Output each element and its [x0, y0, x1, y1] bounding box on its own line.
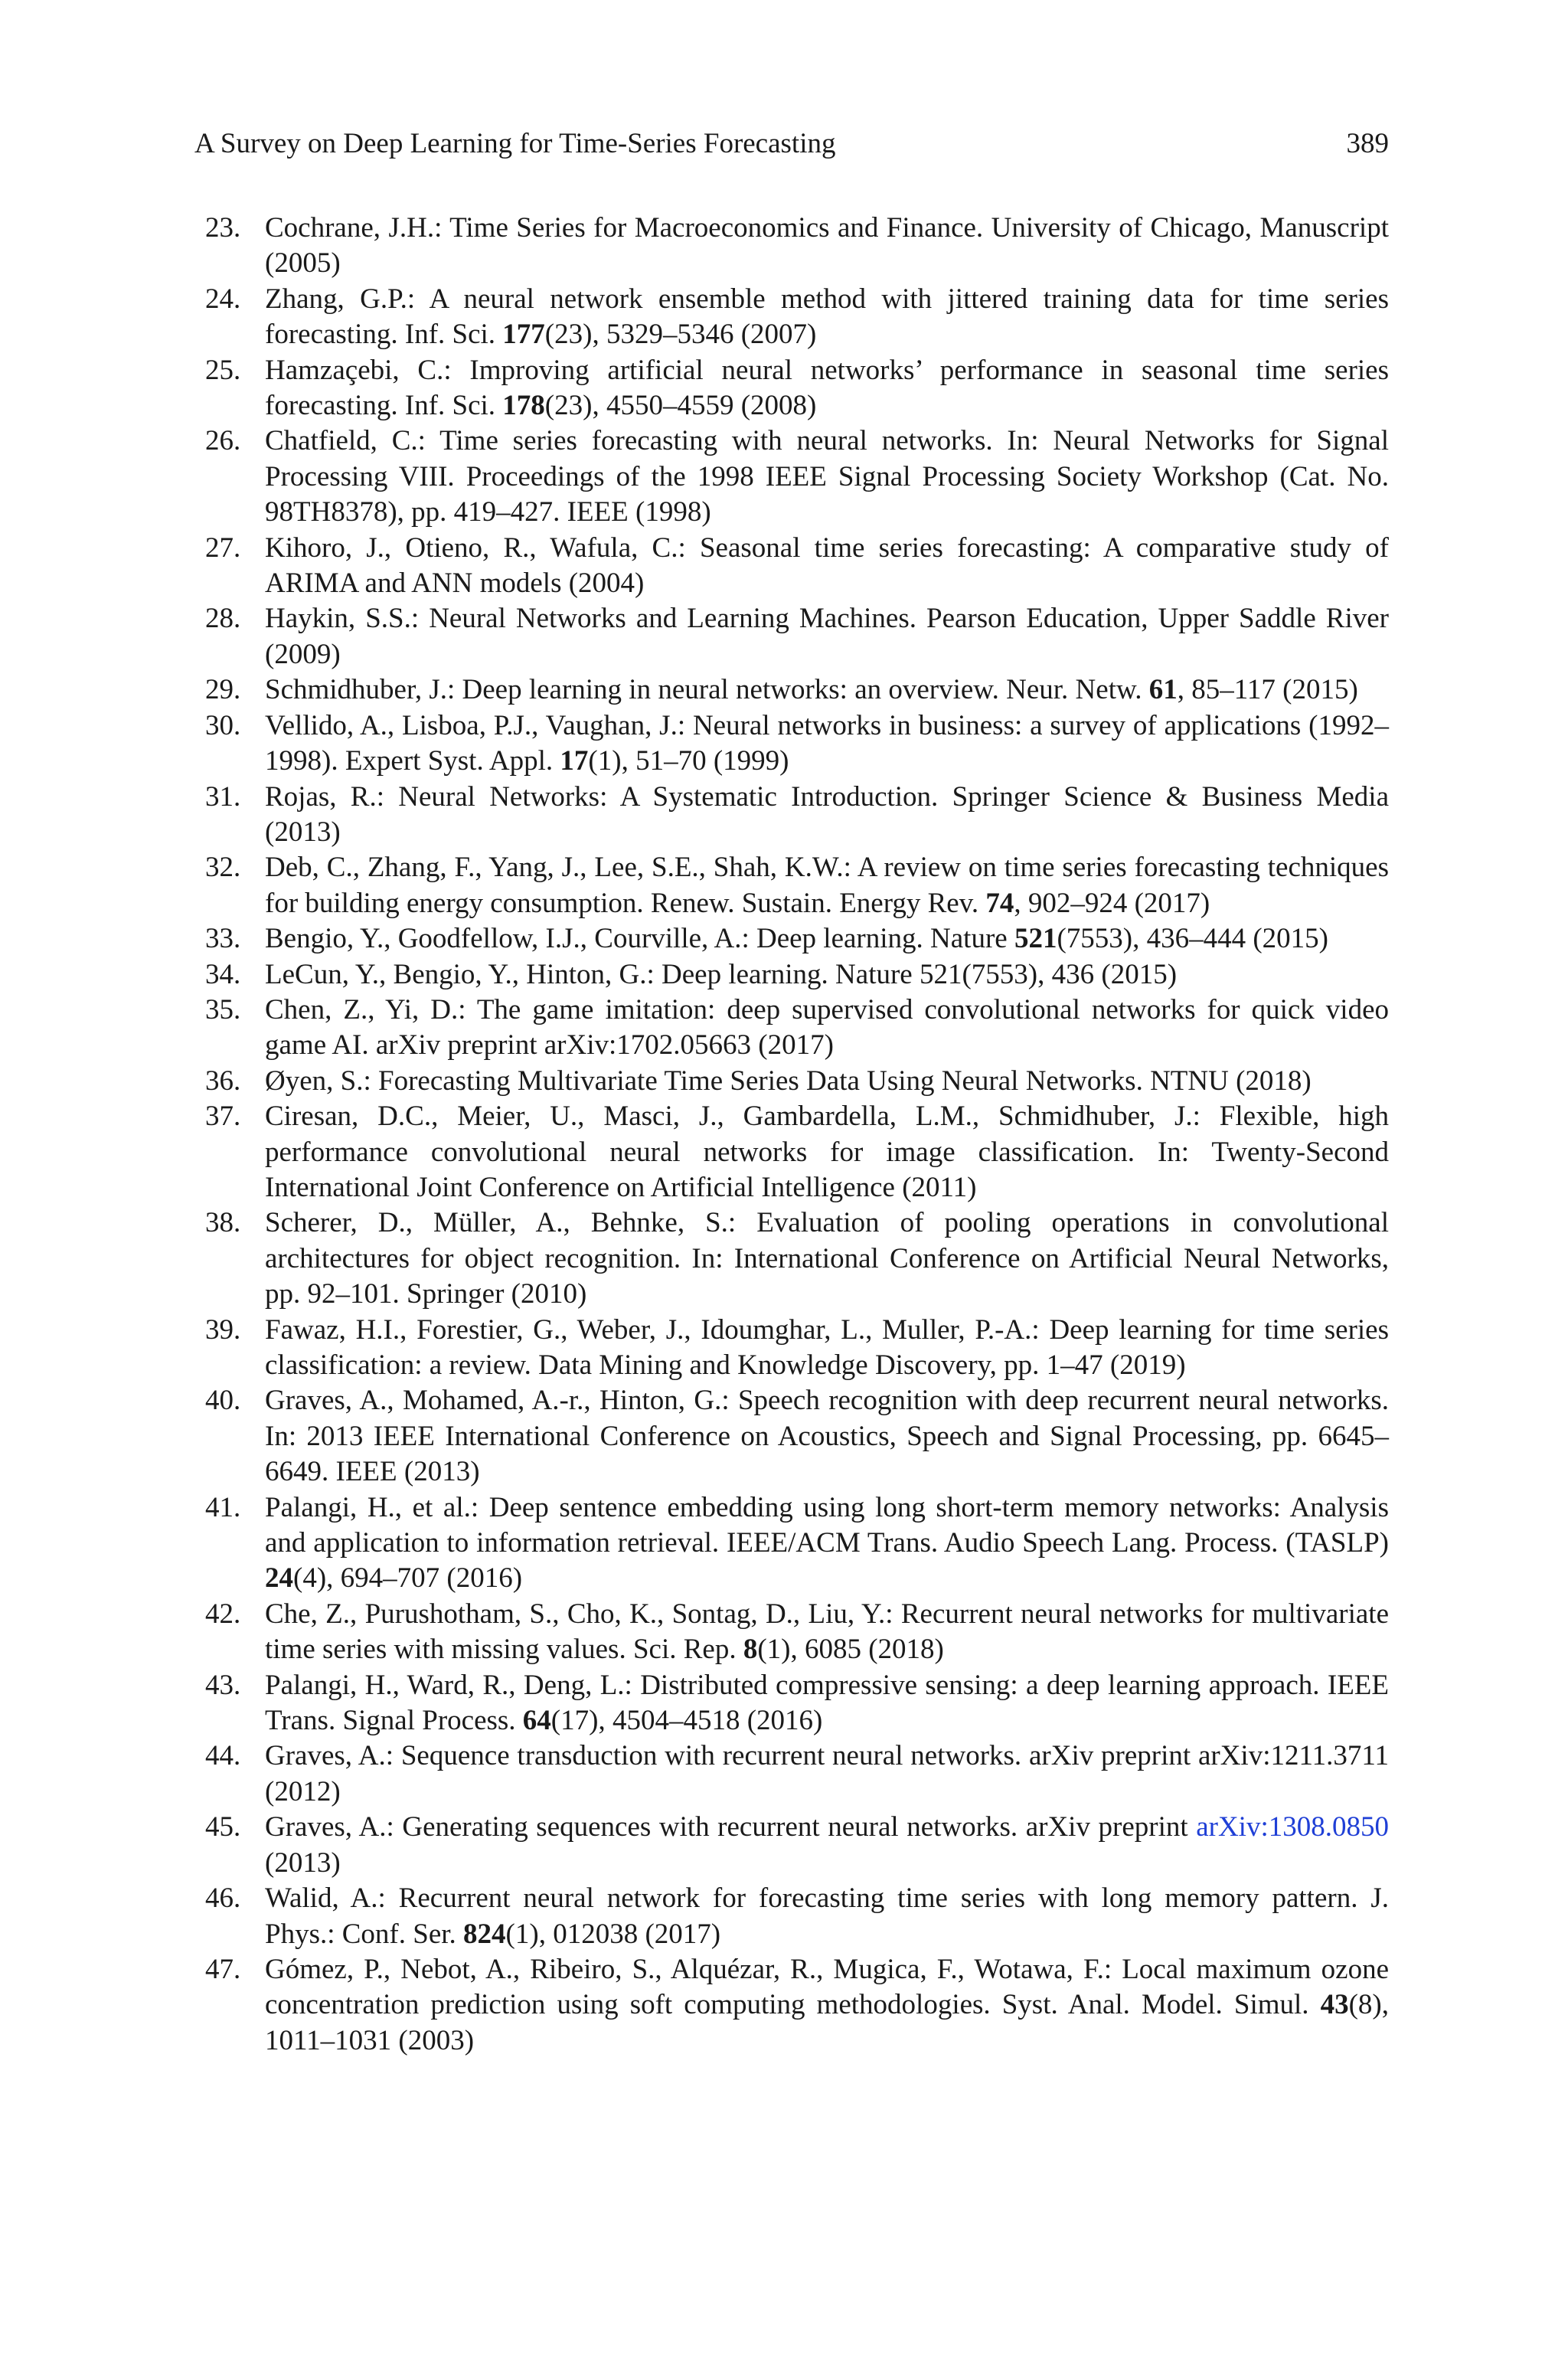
reference-text [265, 1740, 1389, 1807]
reference-text [265, 994, 1389, 1061]
citation-text: Gómez, P., Nebot, A., Ribeiro, S., Alquézar, R., Mugica, F., Wotawa, F.: Local maximum ozone concentration prediction using soft computing methodologies. Syst. Anal. Model. Simul. [265, 1953, 1389, 2021]
reference-item [194, 601, 1389, 672]
reference-number: 42. [205, 1598, 241, 1630]
citation-text: , 85–117 (2015) [1177, 674, 1358, 706]
reference-item [194, 1490, 1389, 1597]
citation-text: (7553), 436–444 (2015) [1057, 923, 1328, 955]
reference-number: 40. [205, 1385, 241, 1417]
citation-text: Ciresan, D.C., Meier, U., Masci, J., Gambardella, L.M., Schmidhuber, J.: Flexible, high performance convolutional neural networks for image classification. In: Twenty-Second International Joint Conference on Artificial Intelligence (2011) [265, 1101, 1389, 1203]
reference-text [265, 1492, 1389, 1595]
reference-number: 32. [205, 852, 241, 884]
citation-text: , 902–924 (2017) [1014, 887, 1210, 919]
reference-text [265, 212, 1389, 279]
citation-text: Zhang, G.P.: A neural network ensemble method with jittered training data for time series forecasting. Inf. Sci. [265, 283, 1389, 351]
reference-number: 35. [205, 993, 241, 1025]
citation-text: Palangi, H., Ward, R., Deng, L.: Distributed compressive sensing: a deep learning approach. IEEE Trans. Signal Process. [265, 1669, 1389, 1737]
volume-number: 43 [1320, 1989, 1349, 2021]
citation-text: LeCun, Y., Bengio, Y., Hinton, G.: Deep learning. Nature 521(7553), 436 (2015) [265, 958, 1178, 990]
reference-text [265, 283, 1389, 350]
reference-item [194, 850, 1389, 921]
citation-text: Kihoro, J., Otieno, R., Wafula, C.: Seasonal time series forecasting: A comparative study of ARIMA and ANN models (2004) [265, 532, 1389, 600]
reference-item [194, 672, 1389, 708]
reference-number: 28. [205, 603, 241, 635]
reference-number: 44. [205, 1740, 241, 1772]
volume-number: 177 [502, 319, 545, 351]
citation-text: (23), 5329–5346 (2007) [544, 319, 817, 351]
reference-number: 46. [205, 1882, 241, 1915]
citation-text: Haykin, S.S.: Neural Networks and Learning Machines. Pearson Education, Upper Saddle River (2009) [265, 603, 1389, 670]
citation-text: (23), 4550–4559 (2008) [544, 390, 817, 422]
citation-text: Cochrane, J.H.: Time Series for Macroeconomics and Finance. University of Chicago, Manuscript (2005) [265, 212, 1389, 280]
citation-text: Walid, A.: Recurrent neural network for forecasting time series with long memory pattern. J. Phys.: Conf. Ser. [265, 1882, 1389, 1950]
citation-text: Bengio, Y., Goodfellow, I.J., Courville, A.: Deep learning. Nature [265, 923, 1014, 955]
reference-text [265, 923, 1328, 954]
running-header [194, 123, 1389, 165]
reference-number: 33. [205, 923, 241, 955]
citation-text: (1), 012038 (2017) [505, 1918, 721, 1950]
reference-text [265, 355, 1389, 421]
reference-text [265, 1598, 1389, 1665]
citation-text: Graves, A., Mohamed, A.-r., Hinton, G.: Speech recognition with deep recurrent neural networks. In: 2013 IEEE International Conference on Acoustics, Speech and Signal Processing, pp. 6645–6649. IEEE (2013) [265, 1385, 1389, 1488]
reference-item [194, 1881, 1389, 1952]
volume-number: 521 [1014, 923, 1057, 955]
citation-text: Chatfield, C.: Time series forecasting with neural networks. In: Neural Networks for Signal Processing VIII. Proceedings of the 1998 IEEE Signal Processing Society Workshop (Cat. No. 98TH8378), pp. 419–427. IEEE (1998) [265, 425, 1389, 528]
reference-item [194, 1810, 1389, 1881]
citation-text: Graves, A.: Sequence transduction with recurrent neural networks. arXiv preprint arXiv:1211.3711 (2012) [265, 1740, 1389, 1807]
reference-number: 31. [205, 780, 241, 813]
arxiv-link[interactable]: arXiv:1308.0850 [1196, 1811, 1389, 1843]
reference-text [265, 1954, 1389, 2056]
reference-text [265, 532, 1389, 599]
reference-item [194, 1952, 1389, 2059]
reference-item [194, 424, 1389, 530]
reference-item [194, 1205, 1389, 1312]
running-title: A Survey on Deep Learning for Time-Series Forecasting [194, 128, 836, 159]
reference-text [265, 781, 1389, 848]
citation-text: Vellido, A., Lisboa, P.J., Vaughan, J.: Neural networks in business: a survey of applications (1992–1998). Expert Syst. Appl. [265, 709, 1389, 777]
reference-text [265, 603, 1389, 669]
citation-text: (4), 694–707 (2016) [293, 1562, 523, 1595]
volume-number: 17 [560, 745, 589, 777]
reference-text [265, 1207, 1389, 1310]
reference-item [194, 921, 1389, 957]
reference-number: 41. [205, 1491, 241, 1523]
reference-item [194, 1064, 1389, 1099]
reference-number: 24. [205, 283, 241, 315]
volume-number: 64 [522, 1705, 551, 1737]
reference-item [194, 1739, 1389, 1810]
reference-item [194, 957, 1389, 993]
citation-text: Deb, C., Zhang, F., Yang, J., Lee, S.E., Shah, K.W.: A review on time series forecasting techniques for building energy consumption. Renew. Sustain. Energy Rev. [265, 852, 1389, 919]
reference-number: 37. [205, 1101, 241, 1133]
volume-number: 74 [985, 887, 1014, 919]
volume-number: 61 [1148, 674, 1178, 706]
reference-text [265, 852, 1389, 918]
reference-number: 45. [205, 1811, 241, 1843]
citation-text: (17), 4504–4518 (2016) [550, 1705, 823, 1737]
volume-number: 824 [463, 1918, 506, 1950]
reference-item [194, 1313, 1389, 1384]
citation-text: (1), 6085 (2018) [757, 1634, 944, 1666]
reference-text [265, 959, 1177, 990]
citation-text: Chen, Z., Yi, D.: The game imitation: deep supervised convolutional networks for quick video game AI. arXiv preprint arXiv:1702.05663 (2017) [265, 993, 1389, 1061]
citation-text: Che, Z., Purushotham, S., Cho, K., Sontag, D., Liu, Y.: Recurrent neural networks for multivariate time series with missing values. Sci. Rep. [265, 1598, 1389, 1666]
citation-text: Graves, A.: Generating sequences with recurrent neural networks. arXiv preprint [265, 1811, 1197, 1843]
citation-text: (1), 51–70 (1999) [588, 745, 789, 777]
reference-item [194, 282, 1389, 353]
citation-text: (8), 1011–1031 (2003) [265, 1989, 1389, 2056]
reference-number: 38. [205, 1207, 241, 1239]
reference-number: 30. [205, 709, 241, 741]
citation-text: Schmidhuber, J.: Deep learning in neural networks: an overview. Neur. Netw. [265, 674, 1149, 706]
reference-item [194, 211, 1389, 282]
reference-list [194, 211, 1389, 2059]
citation-text: Rojas, R.: Neural Networks: A Systematic Introduction. Springer Science & Business Media (2013) [265, 780, 1389, 848]
reference-number: 47. [205, 1953, 241, 1985]
reference-item [194, 1383, 1389, 1490]
reference-item [194, 1668, 1389, 1739]
reference-text [265, 1882, 1389, 1949]
reference-item [194, 1099, 1389, 1205]
citation-text: Scherer, D., Müller, A., Behnke, S.: Evaluation of pooling operations in convolutional architectures for object recognition. In: International Conference on Artificial Neural Networks, pp. 92–101. Springer (2010) [265, 1207, 1389, 1310]
reference-text [265, 425, 1389, 528]
reference-number: 23. [205, 212, 241, 244]
volume-number: 24 [265, 1562, 293, 1595]
reference-item [194, 1597, 1389, 1668]
reference-item [194, 531, 1389, 602]
reference-number: 29. [205, 674, 241, 706]
page-number: 389 [1346, 128, 1389, 159]
reference-text [265, 710, 1389, 777]
reference-text [265, 1065, 1312, 1097]
reference-item [194, 993, 1389, 1064]
reference-number: 36. [205, 1065, 241, 1097]
citation-text: Øyen, S.: Forecasting Multivariate Time Series Data Using Neural Networks. NTNU (2018) [265, 1065, 1312, 1097]
reference-text [265, 1101, 1389, 1203]
reference-number: 43. [205, 1669, 241, 1701]
citation-text: Hamzaçebi, C.: Improving artificial neural networks’ performance in seasonal time series forecasting. Inf. Sci. [265, 354, 1389, 422]
reference-number: 27. [205, 532, 241, 564]
citation-text: Fawaz, H.I., Forestier, G., Weber, J., Idoumghar, L., Muller, P.-A.: Deep learning for time series classification: a review. Data Mining and Knowledge Discovery, pp. 1–47 (2019) [265, 1313, 1389, 1381]
reference-number: 39. [205, 1313, 241, 1346]
reference-text [265, 1385, 1389, 1487]
reference-text [265, 674, 1358, 705]
reference-number: 34. [205, 958, 241, 990]
reference-text [265, 1811, 1389, 1878]
citation-text: Palangi, H., et al.: Deep sentence embedding using long short-term memory networks: Analysis and application to information retrieval. IEEE/ACM Trans. Audio Speech Lang. Process. (TASLP) [265, 1491, 1389, 1559]
reference-item [194, 780, 1389, 851]
reference-item [194, 708, 1389, 780]
reference-number: 26. [205, 425, 241, 457]
reference-number: 25. [205, 354, 241, 386]
reference-item [194, 353, 1389, 424]
reference-text [265, 1314, 1389, 1381]
reference-text [265, 1670, 1389, 1736]
volume-number: 8 [743, 1634, 758, 1666]
citation-text: (2013) [265, 1846, 341, 1879]
volume-number: 178 [502, 390, 545, 422]
